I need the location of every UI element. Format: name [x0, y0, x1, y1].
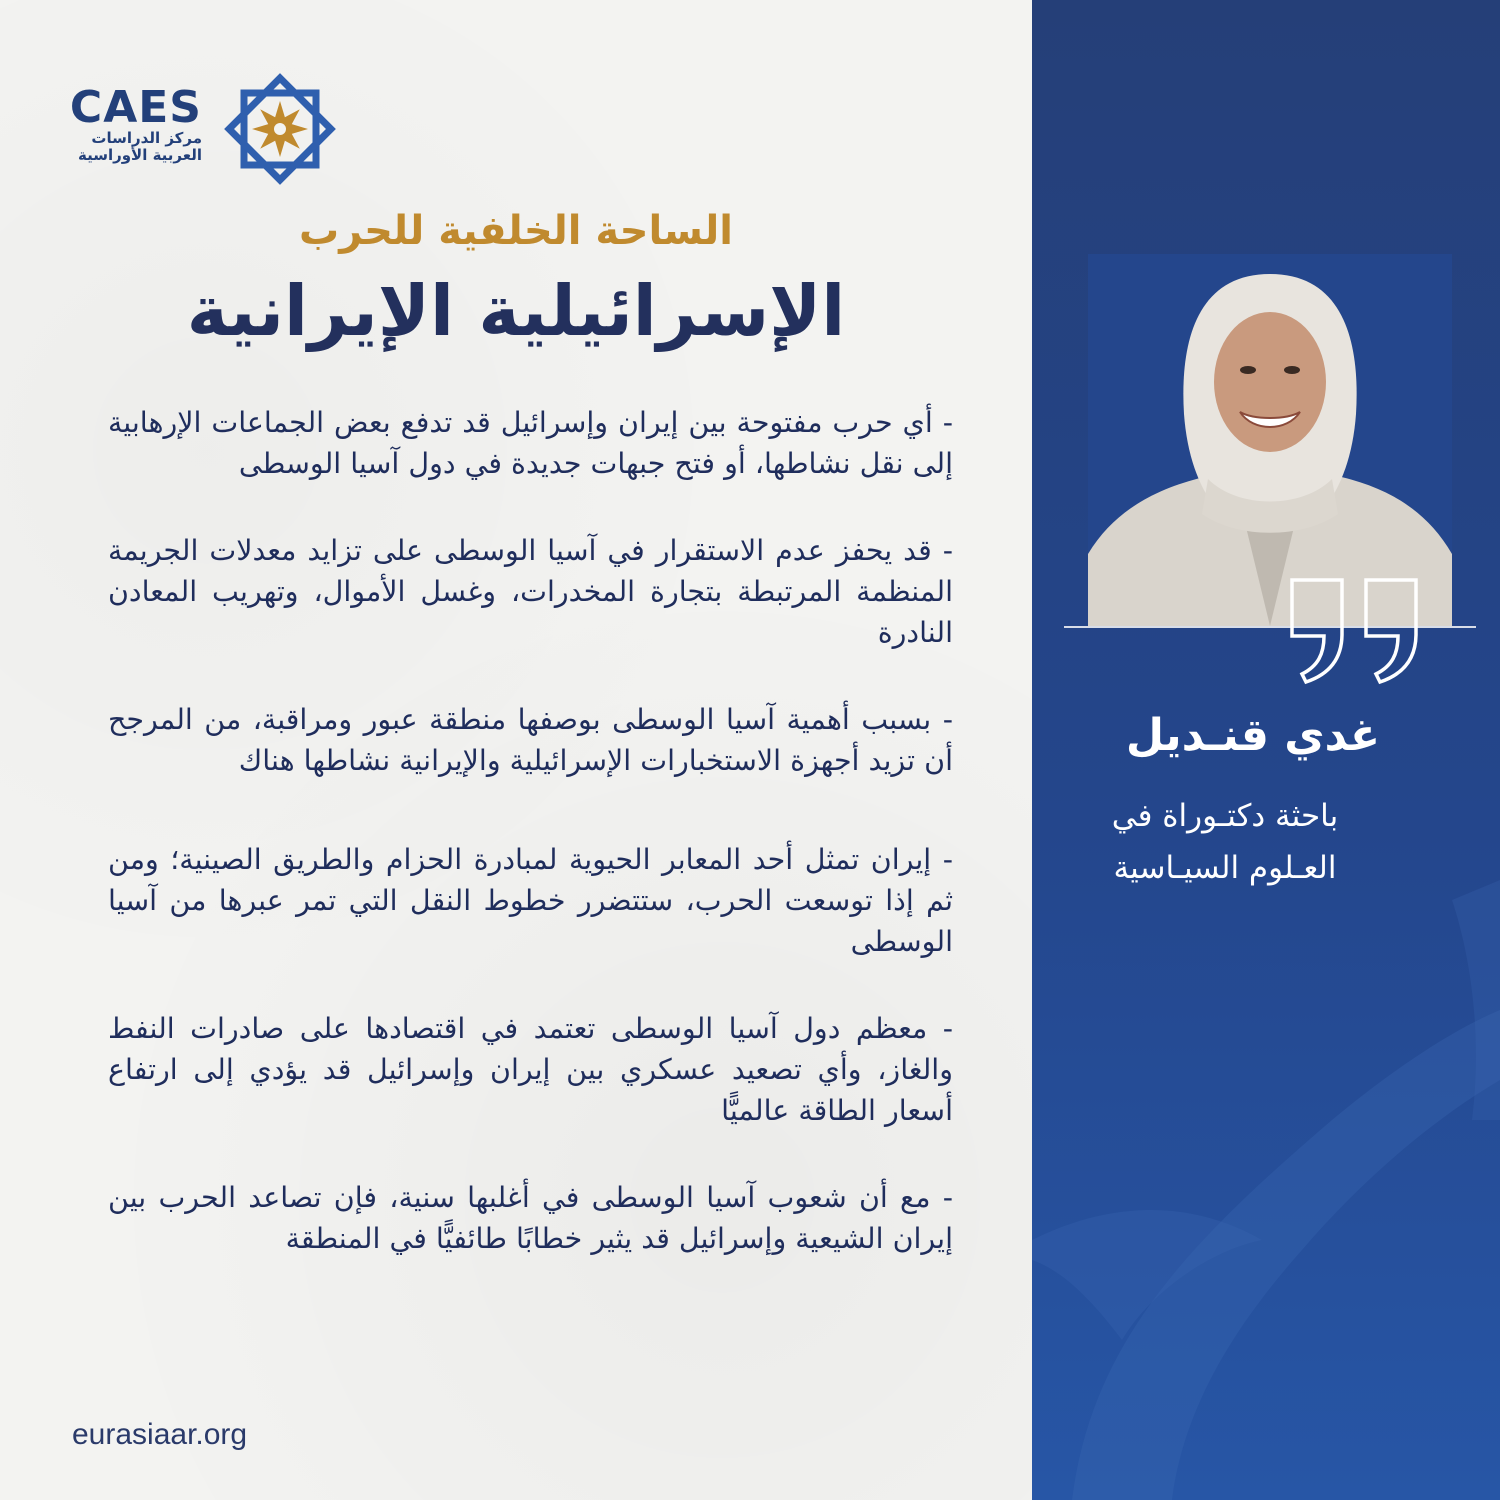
- page-title: الإسرائيلية الإيرانية: [186, 270, 846, 352]
- bullet-item: - إيران تمثل أحد المعابر الحيوية لمبادرة الحزام والطريق الصينية؛ ومن ثم إذا توسعت الحرب، ستتضرر خطوط النقل التي تمر عبرها من آسيا الوسطى: [108, 843, 953, 958]
- logo-name: مركز الدراسات العربية الأوراسية: [77, 129, 202, 164]
- caes-logo: [69, 68, 342, 190]
- speaker-photo: [1088, 254, 1452, 626]
- title-subtitle: الساحة الخلفية للحرب: [299, 208, 733, 254]
- eight-point-star-icon: [218, 68, 342, 190]
- bullet-item: - معظم دول آسيا الوسطى تعتمد في اقتصادها على صادرات النفط والغاز، وأي تصعيد عسكري بين إيران وإسرائيل قد يؤدي إلى ارتفاع أسعار الطاقة عالميًّا: [108, 1012, 953, 1127]
- logo-text: [69, 82, 202, 164]
- speaker-title: باحثة دكتـوراة في العـلوم السيـاسية: [1111, 798, 1339, 886]
- logo-acronym: CAES: [69, 82, 202, 133]
- speaker-name: غدي قنـديل: [1125, 710, 1380, 761]
- decorative-background-shape: [1032, 820, 1500, 1500]
- bullet-item: - أي حرب مفتوحة بين إيران وإسرائيل قد تدفع بعض الجماعات الإرهابية إلى نقل نشاطها، أو فتح جبهات جديدة في دول آسيا الوسطى: [108, 406, 953, 480]
- website-url[interactable]: eurasiaar.org: [72, 1418, 248, 1451]
- closing-quote-icon: [1282, 576, 1428, 686]
- bullet-list: [108, 402, 953, 1305]
- bullet-item: - قد يحفز عدم الاستقرار في آسيا الوسطى على تزايد معدلات الجريمة المنظمة المرتبطة بتجارة المخدرات، وغسل الأموال، وتهريب المعادن النادرة: [108, 534, 953, 649]
- bullet-item: - مع أن شعوب آسيا الوسطى في أغلبها سنية، فإن تصاعد الحرب بين إيران الشيعية وإسرائيل قد يثير خطابًا طائفيًّا في المنطقة: [108, 1181, 953, 1255]
- bullet-item: - بسبب أهمية آسيا الوسطى بوصفها منطقة عبور ومراقبة، من المرجح أن تزيد أجهزة الاستخبارات الإسرائيلية والإيرانية نشاطها هناك: [108, 703, 953, 777]
